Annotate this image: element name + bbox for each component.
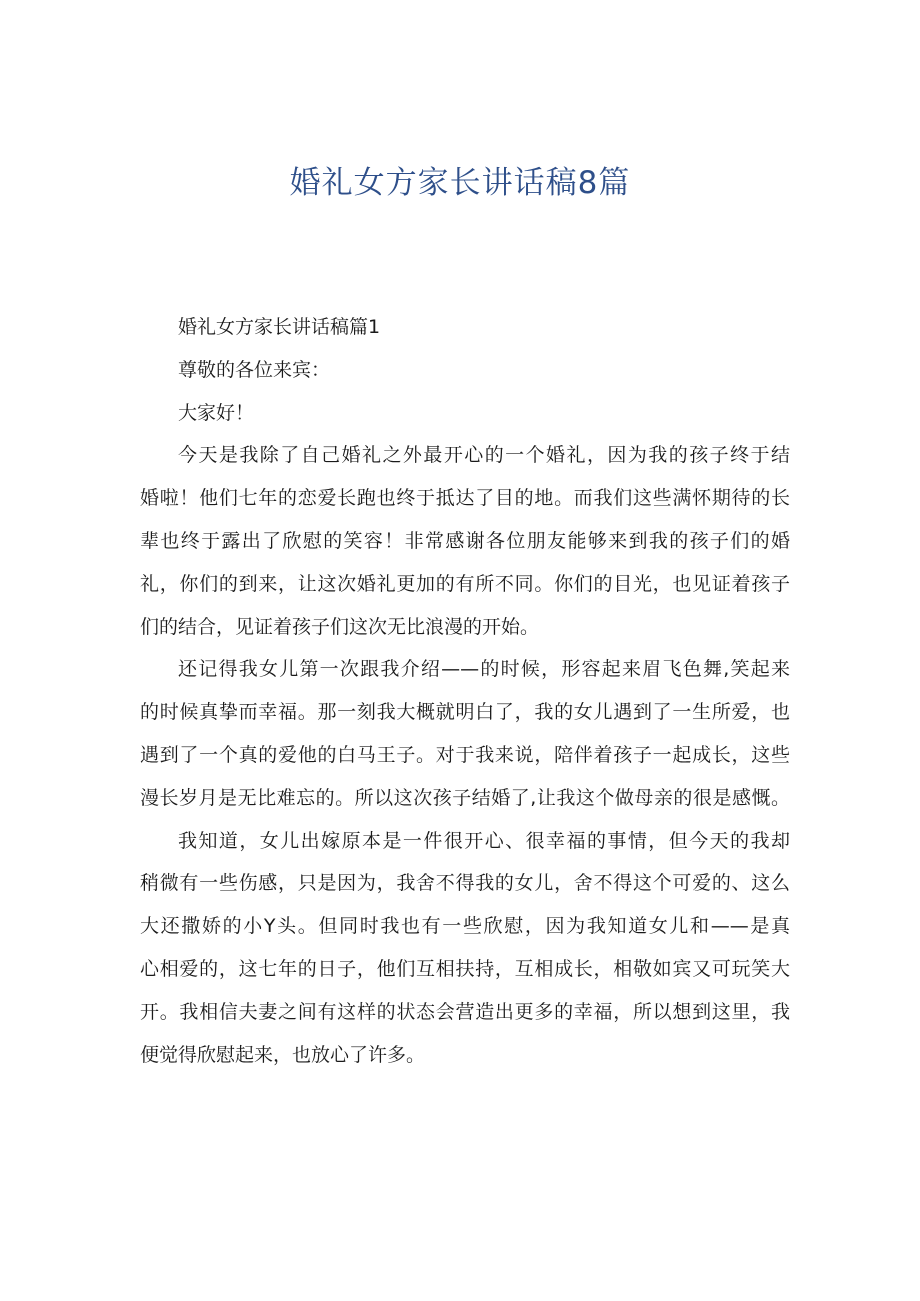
- paragraph-3-line: 大还撒娇的小Y头。但同时我也有一些欣慰，因为我知道女儿和——是真: [140, 915, 790, 938]
- paragraph-3-line: 心相爱的，这七年的日子，他们互相扶持，互相成长，相敬如宾又可玩笑大: [140, 957, 790, 980]
- paragraph-3-line: 开。我相信夫妻之间有这样的状态会营造出更多的幸福，所以想到这里，我: [140, 1000, 790, 1023]
- greeting: 大家好！: [178, 401, 255, 424]
- document-body: [140, 310, 790, 1080]
- paragraph-3-line: 稍微有一些伤感，只是因为，我舍不得我的女儿，舍不得这个可爱的、这么: [140, 872, 790, 895]
- section-heading: 婚礼女方家长讲话稿篇1: [178, 316, 381, 338]
- document-title: 婚礼女方家长讲话稿8篇: [289, 165, 631, 201]
- paragraph-2-line: 的时候真挚而幸福。那一刻我大概就明白了，我的女儿遇到了一生所爱，也: [140, 701, 790, 724]
- paragraph-1-line: 礼，你们的到来，让这次婚礼更加的有所不同。你们的目光，也见证着孩子: [140, 572, 790, 595]
- paragraph-3-line: 我知道，女儿出嫁原本是一件很开心、很幸福的事情，但今天的我却: [178, 829, 790, 852]
- paragraph-1-line: 今天是我除了自己婚礼之外最开心的一个婚礼，因为我的孩子终于结: [178, 444, 790, 467]
- paragraph-2-line: 遇到了一个真的爱他的白马王子。对于我来说，陪伴着孩子一起成长，这些: [140, 743, 790, 766]
- paragraph-2-line: 还记得我女儿第一次跟我介绍——的时候，形容起来眉飞色舞,笑起来: [178, 658, 790, 681]
- paragraph-2-line: 漫长岁月是无比难忘的。所以这次孩子结婚了,让我这个做母亲的很是感慨。: [140, 786, 790, 809]
- paragraph-3-line: 便觉得欣慰起来，也放心了许多。: [140, 1043, 426, 1066]
- paragraph-1-line: 婚啦！他们七年的恋爱长跑也终于抵达了目的地。而我们这些满怀期待的长: [140, 487, 790, 510]
- paragraph-1-line: 辈也终于露出了欣慰的笑容！非常感谢各位朋友能够来到我的孩子们的婚: [140, 529, 790, 552]
- salutation: 尊敬的各位来宾：: [178, 358, 331, 381]
- paragraph-1-line: 们的结合，见证着孩子们这次无比浪漫的开始。: [140, 615, 540, 638]
